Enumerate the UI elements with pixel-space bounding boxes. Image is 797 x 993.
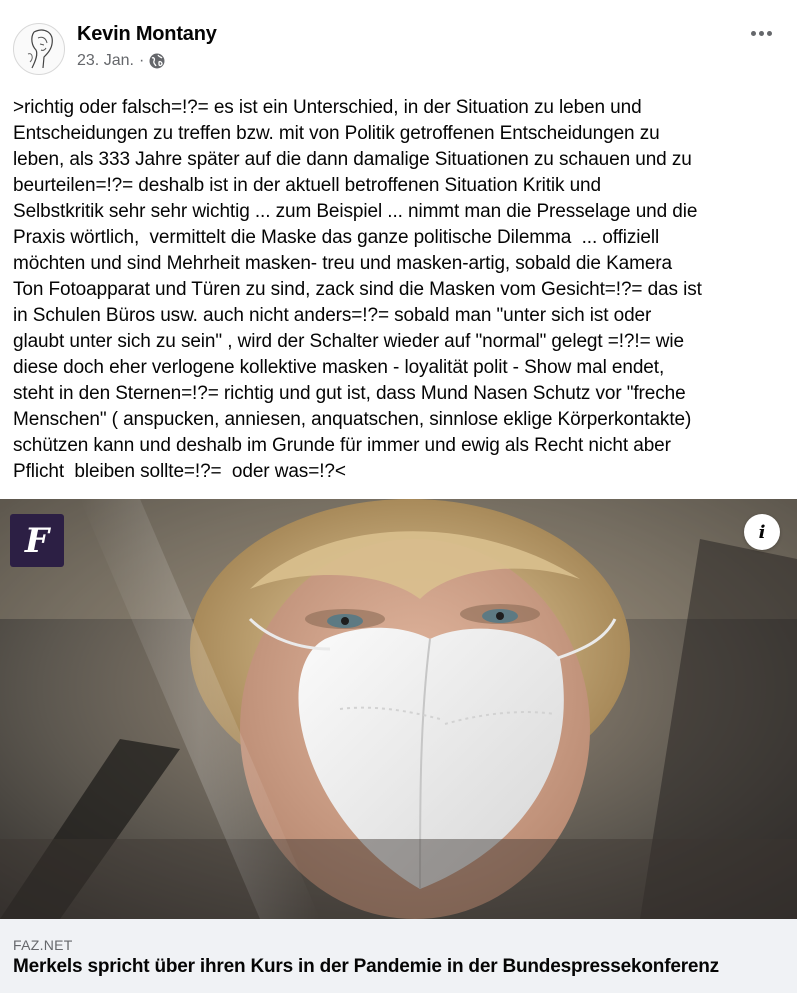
- info-icon[interactable]: i: [744, 514, 780, 550]
- post-date[interactable]: 23. Jan.: [77, 52, 134, 69]
- link-domain: FAZ.NET: [13, 937, 73, 953]
- post-meta: [77, 52, 165, 70]
- post-header: [0, 0, 797, 90]
- avatar-sketch-icon: [14, 24, 65, 75]
- link-preview-image[interactable]: [0, 499, 797, 919]
- photo-illustration: [0, 499, 797, 919]
- faz-logo: F: [10, 514, 64, 567]
- link-title[interactable]: Merkels spricht über ihren Kurs in der Pandemie in der Bundespressekonferenz: [13, 956, 719, 977]
- meta-separator: ·: [138, 52, 145, 69]
- more-options-icon[interactable]: [747, 22, 775, 44]
- avatar[interactable]: [13, 23, 65, 75]
- post-text: >richtig oder falsch=!?= es ist ein Unterschied, in der Situation zu leben und Entscheidungen zu treffen bzw. mit von Politik getroffenen Entscheidungen zu leben, als 333 Jahre später auf die dann damalige Situationen zu schauen und zu beurteilen=!?= deshalb ist in der aktuell betroffenen Situation Kritik und Selbstkritik sehr sehr wichtig ... zum Beispiel ... nimmt man die Presselage und die Praxis wörtlich, vermittelt die Maske das ganze politische Dilemma ... offiziell möchten und sind Mehrheit masken- treu und masken-artig, sobald die Kamera Ton Fotoapparat und Türen zu sind, zack sind die Masken vom Gesicht=!?= das ist in Schulen Büros usw. auch nicht anders=!?= sobald man "unter sich ist oder glaubt unter sich zu sein" , wird der Schalter wieder auf "normal" gelegt =!?!= wie diese doch eher verlogene kollektive masken - loyalität polit - Show mal endet, steht in den Sternen=!?= richtig und gut ist, dass Mund Nasen Schutz vor "freche Menschen" ( anspucken, anniesen, anquatschen, sinnlose eklige Körperkontakte) schützen kann und deshalb im Grunde für immer und ewig als Recht nicht aber Pflicht bleiben sollte=!?= oder was=!?<: [13, 97, 702, 482]
- globe-icon: [149, 53, 165, 69]
- author-name[interactable]: Kevin Montany: [77, 23, 217, 45]
